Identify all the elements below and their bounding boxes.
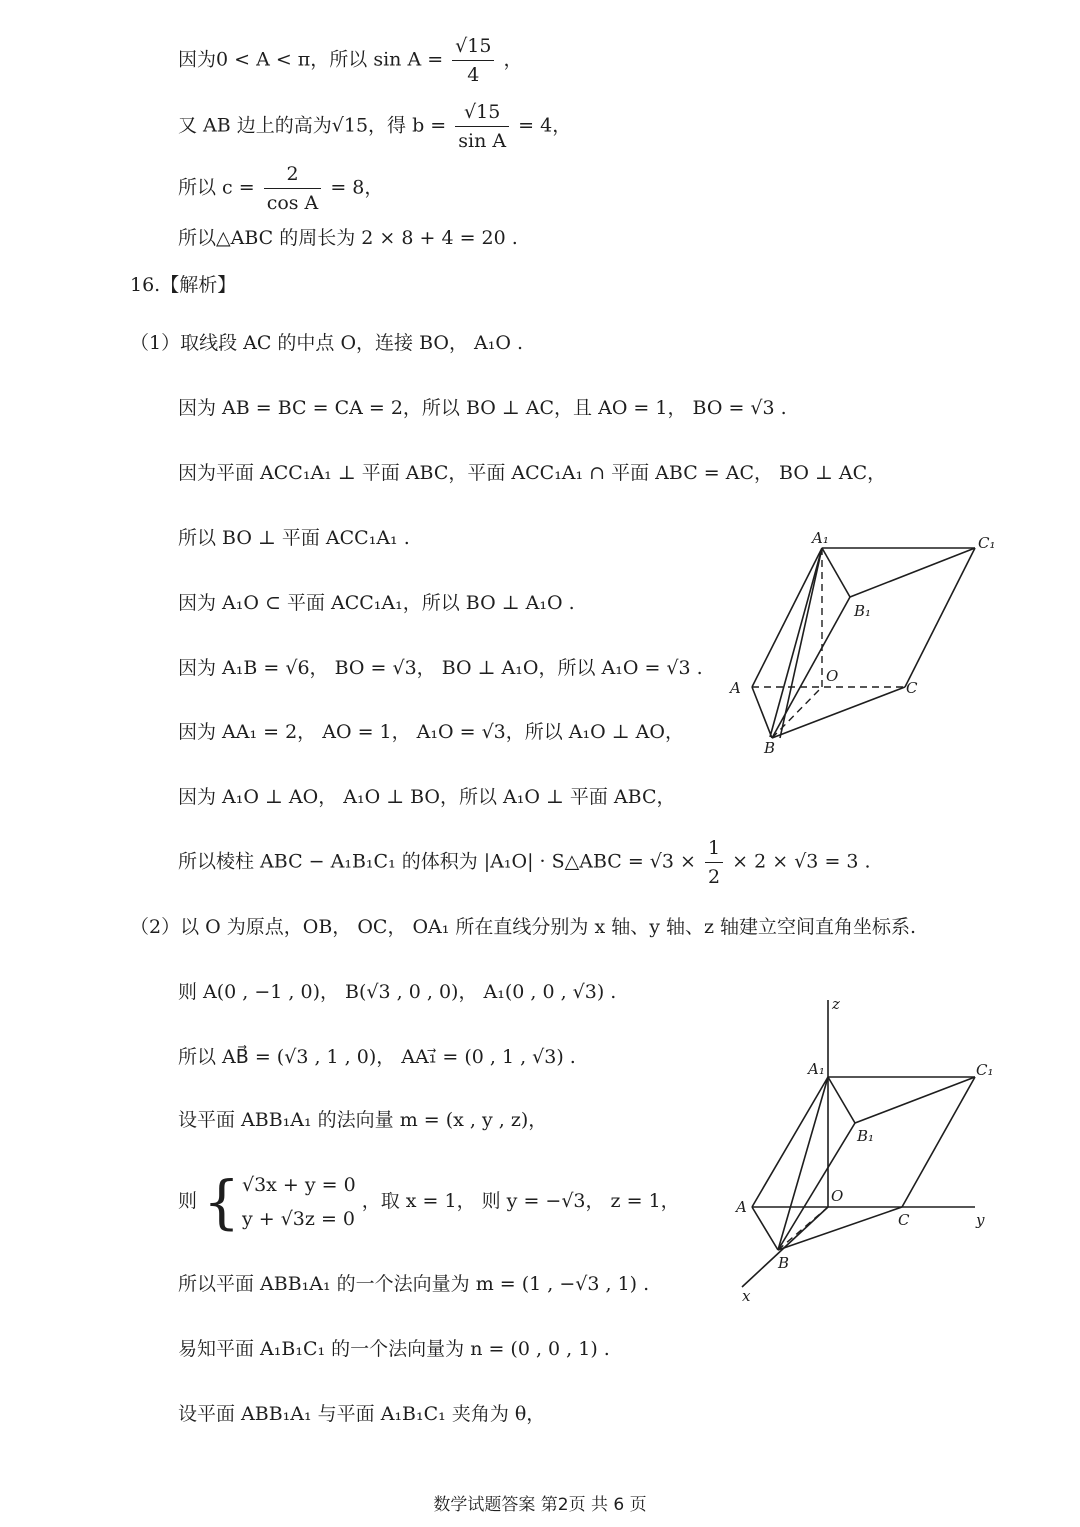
label-z-axis: z	[832, 995, 840, 1013]
line-10: 因为 A₁O ⊂ 平面 ACC₁A₁，所以 BO ⊥ A₁O .	[178, 592, 575, 614]
label-O: O	[831, 1187, 844, 1205]
line-7: 因为 AB = BC = CA = 2，所以 BO ⊥ AC，且 AO = 1， BO = √3 .	[178, 397, 787, 419]
label-A1: A₁	[808, 1060, 825, 1078]
line-c: 所以 c = $\frac{2}{\text{cos A}}$ = 8，	[178, 163, 384, 214]
label-B1: B₁	[857, 1127, 875, 1145]
label-O: O	[826, 667, 839, 685]
equation-row-2: y + √3z = 0	[241, 1208, 355, 1230]
label-B1: B₁	[854, 602, 872, 620]
label-B: B	[778, 1254, 790, 1272]
line-b: 又 AB 边上的高为√15，得 b = $\frac{√15}{\text{sin A}}$ = 4，	[178, 101, 572, 152]
line-12: 因为 AA₁ = 2， AO = 1， A₁O = √3，所以 A₁O ⊥ AO，	[178, 721, 684, 743]
fraction-b: $\frac{√15}{\text{sin A}}$	[455, 100, 509, 153]
label-A: A	[730, 679, 741, 697]
fraction-sinA: $\frac{√15}{4}$	[452, 34, 494, 87]
label-C: C	[906, 679, 918, 697]
brace-icon: {	[203, 1168, 240, 1236]
equation-row-1: √3x + y = 0	[241, 1174, 356, 1196]
part2-intro: （2）以 O 为原点，OB， OC， OA₁ 所在直线分别为 x 轴、y 轴、z 轴建立空间直角坐标系.	[130, 916, 917, 938]
line-perimeter: 所以△ABC 的周长为 2 × 8 + 4 = 20 .	[178, 227, 518, 249]
line-18: 设平面 ABB₁A₁ 的法向量 m = (x , y , z)，	[178, 1109, 548, 1131]
problem-heading: 16.【解析】	[130, 274, 237, 296]
line-20: 所以平面 ABB₁A₁ 的一个法向量为 m = (1 , −√3 , 1) .	[178, 1273, 650, 1295]
line-21: 易知平面 A₁B₁C₁ 的一个法向量为 n = (0 , 0 , 1) .	[178, 1338, 610, 1360]
prism-figure-2	[720, 995, 1010, 1315]
label-B: B	[764, 739, 776, 757]
label-A: A	[736, 1198, 747, 1216]
line-17: 所以 AB⃗ = (√3 , 1 , 0)， AA₁⃗ = (0 , 1 , √3) .	[178, 1046, 576, 1068]
line-16: 则 A(0 , −1 , 0)， B(√3 , 0 , 0)， A₁(0 , 0 , √3) .	[178, 981, 617, 1003]
label-A1: A₁	[812, 529, 829, 547]
part1-intro: （1）取线段 AC 的中点 O，连接 BO， A₁O .	[130, 332, 524, 354]
line-22: 设平面 ABB₁A₁ 与平面 A₁B₁C₁ 夹角为 θ，	[178, 1403, 546, 1425]
prism-figure-1	[720, 525, 1010, 765]
label-C1: C₁	[976, 1061, 994, 1079]
line-11: 因为 A₁B = √6， BO = √3， BO ⊥ A₁O，所以 A₁O = √3 .	[178, 657, 703, 679]
label-C: C	[898, 1211, 910, 1229]
line-volume: 所以棱柱 ABC − A₁B₁C₁ 的体积为 |A₁O| · S△ABC = √3 × $\frac{1}{2}$ × 2 × √3 = 3 .	[178, 837, 871, 888]
label-C1: C₁	[978, 534, 996, 552]
line-9: 所以 BO ⊥ 平面 ACC₁A₁ .	[178, 527, 410, 549]
label-y-axis: y	[976, 1211, 985, 1229]
fraction-c: $\frac{2}{\text{cos A}}$	[264, 162, 322, 215]
line-13: 因为 A₁O ⊥ AO， A₁O ⊥ BO，所以 A₁O ⊥ 平面 ABC，	[178, 786, 676, 808]
line-sinA: 因为0 < A < π，所以 sin A = $\frac{√15}{4}$ ，	[178, 35, 523, 86]
line-system: 则 { √3x + y = 0 y + √3z = 0 ，取 x = 1， 则 y = −√3， z = 1，	[178, 1168, 680, 1236]
equation-system	[203, 1168, 356, 1236]
line-8: 因为平面 ACC₁A₁ ⊥ 平面 ABC，平面 ACC₁A₁ ∩ 平面 ABC = AC， BO ⊥ AC，	[178, 462, 887, 484]
fraction-half: $\frac{1}{2}$	[705, 836, 723, 889]
page-footer: 数学试题答案 第2页 共 6 页	[433, 1495, 647, 1515]
label-x-axis: x	[742, 1287, 751, 1305]
